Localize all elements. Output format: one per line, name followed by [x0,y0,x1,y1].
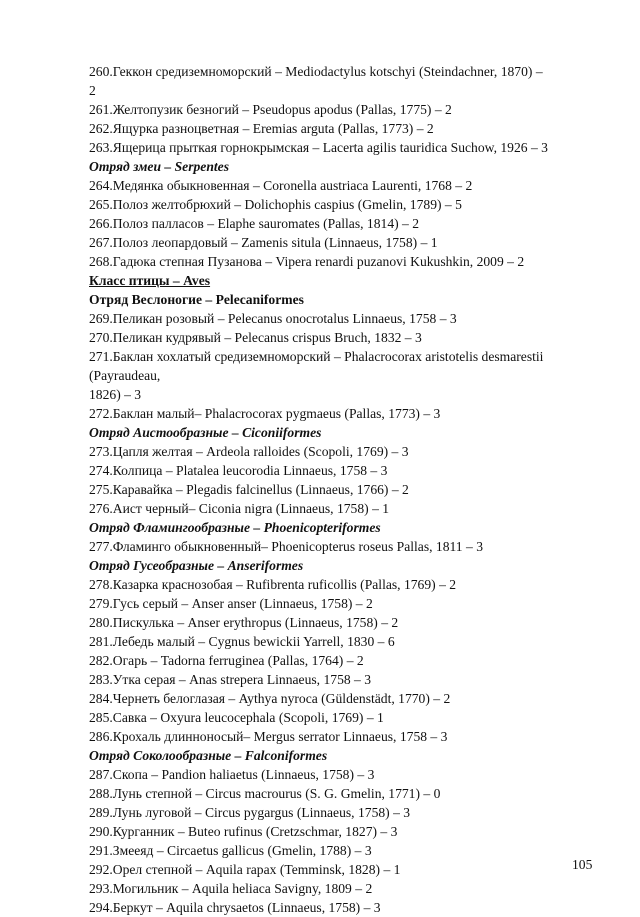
class-heading: Класс птицы – Aves [89,273,211,288]
species-entry: 287.Скопа – Pandion haliaetus (Linnaeus, 1758) – 3 [89,767,375,782]
species-entry: 291.Змееяд – Circaetus gallicus (Gmelin, 1788) – 3 [89,843,372,858]
species-entry: 284.Чернеть белоглазая – Aythya nyroca (Güldenstädt, 1770) – 2 [89,691,451,706]
species-list [89,62,599,917]
species-entry: 282.Огарь – Tadorna ferruginea (Pallas, 1764) – 2 [89,653,364,668]
species-entry: 272.Баклан малый– Phalacrocorax pygmaeus (Pallas, 1773) – 3 [89,406,441,421]
species-entry: 264.Медянка обыкновенная – Coronella austriaca Laurenti, 1768 – 2 [89,178,473,193]
species-entry: 289.Лунь луговой – Circus pygargus (Linnaeus, 1758) – 3 [89,805,411,820]
species-entry: 274.Колпица – Platalea leucorodia Linnaeus, 1758 – 3 [89,463,388,478]
species-entry: 260.Геккон средиземноморский – Mediodactylus kotschyi (Steindachner, 1870) – [89,64,543,79]
species-entry: 265.Полоз желтобрюхий – Dolichophis caspius (Gmelin, 1789) – 5 [89,197,462,212]
species-entry: 2 [89,83,96,98]
species-entry: 267.Полоз леопардовый – Zamenis situla (Linnaeus, 1758) – 1 [89,235,438,250]
species-entry: 275.Каравайка – Plegadis falcinellus (Linnaeus, 1766) – 2 [89,482,409,497]
order-heading: Отряд Фламингообразные – Phoenicopteriformes [89,520,381,535]
species-entry: 294.Беркут – Aquila chrysaetos (Linnaeus, 1758) – 3 [89,900,381,915]
species-entry: 285.Савка – Oxyura leucocephala (Scopoli, 1769) – 1 [89,710,384,725]
order-heading: Отряд Соколообразные – Falconiformes [89,748,328,763]
species-entry: 288.Лунь степной – Circus macrourus (S. G. Gmelin, 1771) – 0 [89,786,441,801]
order-heading: Отряд Аистообразные – Ciconiiformes [89,425,322,440]
species-entry: 283.Утка серая – Anas strepera Linnaeus, 1758 – 3 [89,672,372,687]
species-entry: 286.Крохаль длинноносый– Mergus serrator Linnaeus, 1758 – 3 [89,729,448,744]
order-heading: Отряд Веслоногие – Pelecaniformes [89,292,304,307]
species-entry: 262.Ящурка разноцветная – Eremias arguta (Pallas, 1773) – 2 [89,121,434,136]
species-entry: 278.Казарка краснозобая – Rufibrenta ruficollis (Pallas, 1769) – 2 [89,577,457,592]
species-entry: 261.Желтопузик безногий – Pseudopus apodus (Pallas, 1775) – 2 [89,102,452,117]
species-entry: 281.Лебедь малый – Cygnus bewickii Yarrell, 1830 – 6 [89,634,395,649]
species-entry: 277.Фламинго обыкновенный– Phoenicopterus roseus Pallas, 1811 – 3 [89,539,483,554]
species-entry: 276.Аист черный– Ciconia nigra (Linnaeus, 1758) – 1 [89,501,390,516]
species-entry: 273.Цапля желтая – Ardeola ralloides (Scopoli, 1769) – 3 [89,444,409,459]
species-entry: 271.Баклан хохлатый средиземноморский – Phalacrocorax aristotelis desmarestii [89,349,544,364]
order-heading: Отряд Гусеобразные – Anseriformes [89,558,304,573]
species-entry: 279.Гусь серый – Anser anser (Linnaeus, 1758) – 2 [89,596,373,611]
species-entry: (Payraudeau, [89,368,161,383]
order-heading: Отряд змеи – Serpentes [89,159,229,174]
species-entry: 293.Могильник – Aquila heliaca Savigny, 1809 – 2 [89,881,373,896]
species-entry: 266.Полоз палласов – Elaphe sauromates (Pallas, 1814) – 2 [89,216,420,231]
species-entry: 263.Ящерица прыткая горнокрымская – Lacerta agilis tauridica Suchow, 1926 – 3 [89,140,548,155]
page-number: 105 [572,857,593,872]
species-entry: 290.Курганник – Buteo rufinus (Cretzschmar, 1827) – 3 [89,824,398,839]
species-entry: 268.Гадюка степная Пузанова – Vipera renardi puzanovi Kukushkin, 2009 – 2 [89,254,525,269]
species-entry: 270.Пеликан кудрявый – Pelecanus crispus Bruch, 1832 – 3 [89,330,422,345]
species-entry: 292.Орел степной – Aquila rapax (Temminsk, 1828) – 1 [89,862,401,877]
species-entry: 280.Пискулька – Anser erythropus (Linnaeus, 1758) – 2 [89,615,399,630]
species-entry: 1826) – 3 [89,387,142,402]
species-entry: 269.Пеликан розовый – Pelecanus onocrotalus Linnaeus, 1758 – 3 [89,311,457,326]
